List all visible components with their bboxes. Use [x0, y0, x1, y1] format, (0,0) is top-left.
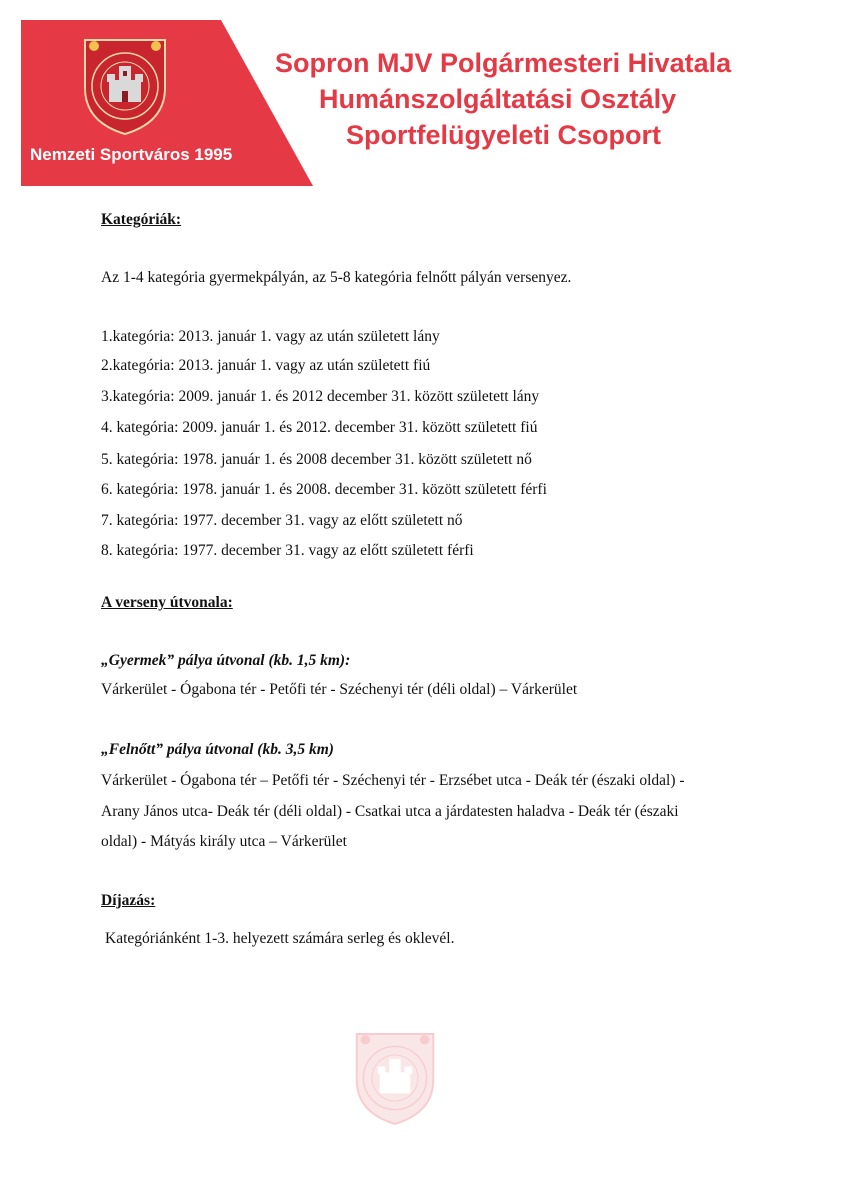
categories-intro: Az 1-4 kategória gyermekpályán, az 5-8 kategória felnőtt pályán versenyez.: [101, 269, 572, 286]
category-item: 1.kategória: 2013. január 1. vagy az után született lány: [101, 328, 440, 345]
route-heading: A verseny útvonala:: [101, 594, 233, 611]
category-item: 7. kategória: 1977. december 31. vagy az előtt született nő: [101, 512, 463, 529]
category-item: 6. kategória: 1978. január 1. és 2008. december 31. között született férfi: [101, 481, 547, 498]
category-item: 2.kategória: 2013. január 1. vagy az után született fiú: [101, 357, 431, 374]
adult-route-path-line: Arany János utca- Deák tér (déli oldal) - Csatkai utca a járdatesten haladva - Deák tér (északi: [101, 803, 679, 820]
prizes-heading: Díjazás:: [101, 892, 156, 909]
header-title-line1: Sopron MJV Polgármesteri Hivatala: [275, 48, 732, 78]
header-title-line2: Humánszolgáltatási Osztály: [319, 84, 677, 114]
kids-route-title: „Gyermek” pálya útvonal (kb. 1,5 km):: [101, 652, 351, 669]
category-item: 3.kategória: 2009. január 1. és 2012 december 31. között született lány: [101, 388, 540, 405]
header-title-line3: Sportfelügyeleti Csoport: [346, 120, 662, 150]
category-item: 4. kategória: 2009. január 1. és 2012. december 31. között született fiú: [101, 419, 538, 436]
watermark-crest-icon: [351, 1026, 439, 1130]
adult-route-title: „Felnőtt” pálya útvonal (kb. 3,5 km): [101, 741, 334, 758]
category-item: 8. kategória: 1977. december 31. vagy az előtt született férfi: [101, 542, 474, 559]
category-item: 5. kategória: 1978. január 1. és 2008 december 31. között született nő: [101, 451, 532, 468]
adult-route-path-line: oldal) - Mátyás király utca – Várkerület: [101, 833, 347, 850]
banner-slogan: Nemzeti Sportváros 1995: [30, 145, 233, 164]
city-crest-icon: [79, 36, 171, 136]
adult-route-path-line: Várkerület - Ógabona tér – Petőfi tér - Széchenyi tér - Erzsébet utca - Deák tér (északi oldal) -: [101, 772, 685, 789]
prizes-text: Kategóriánként 1-3. helyezett számára serleg és oklevél.: [105, 930, 455, 947]
kids-route-path: Várkerület - Ógabona tér - Petőfi tér - Széchenyi tér (déli oldal) – Várkerület: [101, 681, 578, 698]
categories-heading: Kategóriák:: [101, 211, 182, 228]
